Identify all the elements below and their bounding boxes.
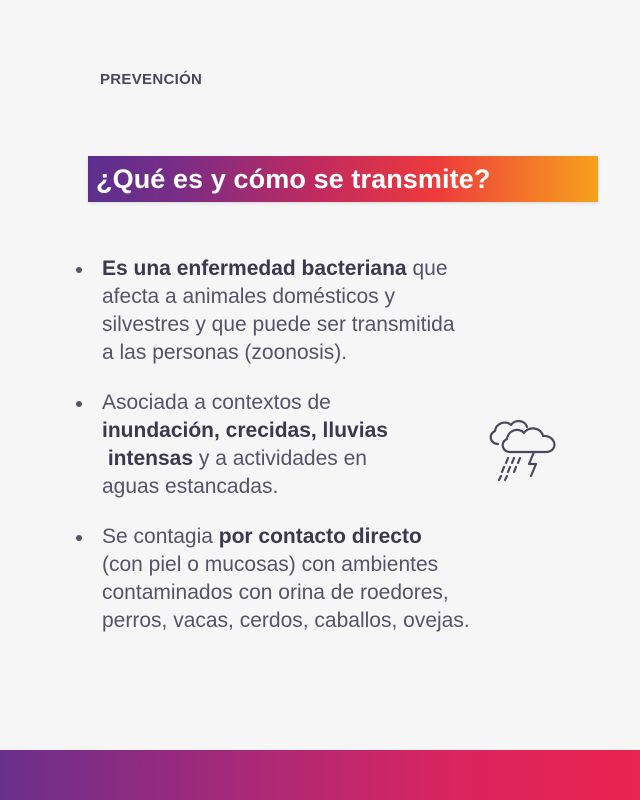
list-line: a las personas (zoonosis). — [102, 341, 348, 364]
bold-text: inundación, crecidas, lluvias — [102, 419, 388, 442]
bold-text: Es una enfermedad bacteriana — [102, 257, 407, 280]
list-item — [76, 255, 556, 367]
bold-text: por contacto directo — [218, 525, 422, 548]
list-line: silvestres y que puede ser transmitida — [102, 313, 455, 336]
list-line: afecta a animales domésticos y — [102, 285, 395, 308]
bottom-gradient-bar — [0, 750, 640, 800]
title-banner — [88, 156, 598, 202]
bullet-dot — [76, 535, 82, 541]
list-line: (con piel o mucosas) con ambientes — [102, 553, 439, 576]
page-title: ¿Qué es y cómo se transmite? — [96, 163, 491, 194]
text: que — [406, 257, 448, 280]
section-kicker: PREVENCIÓN — [100, 71, 203, 88]
list-line: aguas estancadas. — [102, 475, 279, 498]
text: y a actividades en — [193, 447, 367, 470]
list-line: perros, vacas, cerdos, caballos, ovejas. — [102, 609, 470, 632]
list-line — [102, 523, 556, 551]
list-line — [102, 255, 556, 283]
list-item — [76, 523, 556, 635]
bullet-dot — [76, 401, 82, 407]
text: Se contagia — [102, 525, 219, 548]
list-line: contaminados con orina de roedores, — [102, 581, 449, 604]
bold-text: intensas — [102, 447, 194, 470]
storm-cloud-icon — [484, 414, 564, 486]
bullet-dot — [76, 267, 82, 273]
list-line: Asociada a contextos de — [102, 391, 331, 414]
